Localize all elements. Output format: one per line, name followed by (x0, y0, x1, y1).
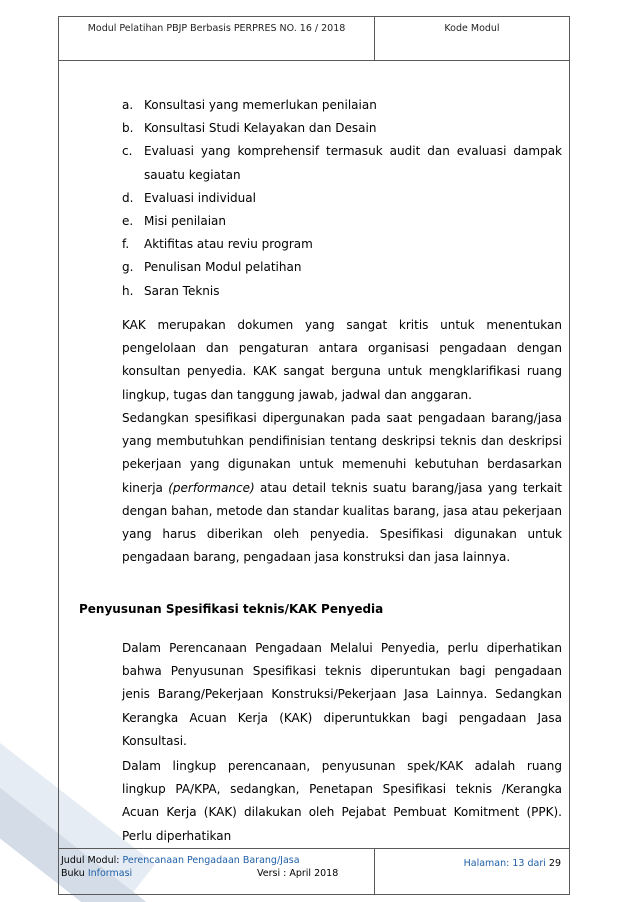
paragraph-perencanaan: Dalam Perencanaan Pengadaan Melalui Penyedia, perlu diperhatikan bahwa Penyusunan Spesifikasi teknis diperuntukan bagi pengadaan jenis Barang/Pekerjaan Konstruksi/Pekerjaan Jasa Lainnya. Sedangkan Kerangka Acuan Kerja (KAK) diperuntukkan bagi pengadaan Jasa Konsultasi. (122, 641, 562, 748)
consultation-list (122, 94, 562, 303)
list-item (122, 94, 562, 117)
paragraph-spesifikasi (122, 407, 562, 569)
list-text: Aktifitas atau reviu program (144, 237, 313, 252)
buku-value: Informasi (87, 868, 133, 879)
list-text: Konsultasi Studi Kelayakan dan Desain (144, 121, 377, 136)
list-marker: c. (122, 144, 133, 159)
footer-buku-row (61, 867, 374, 880)
footer-page-info (375, 849, 569, 895)
list-text: Evaluasi yang komprehensif termasuk audit dan evaluasi dampak sauatu kegiatan (144, 144, 562, 182)
section-heading: Penyusunan Spesifikasi teknis/KAK Penyedia (79, 602, 384, 616)
list-text: Evaluasi individual (144, 190, 256, 205)
list-text: Saran Teknis (144, 283, 220, 298)
list-marker: f. (122, 237, 130, 252)
list-marker: e. (122, 214, 134, 229)
list-item (122, 233, 562, 256)
version-text: Versi : April 2018 (257, 868, 339, 879)
list-item (122, 280, 562, 303)
page-header (59, 17, 569, 61)
page-number-label: Halaman: 13 dari (463, 858, 546, 869)
module-title: Modul Pelatihan PBJP Berbasis PERPRES NO. 16 / 2018 (59, 17, 375, 60)
judul-label: Judul Modul: (61, 855, 120, 866)
list-item (122, 210, 562, 233)
list-text: Konsultasi yang memerlukan penilaian (144, 98, 377, 112)
page-body (59, 61, 569, 848)
list-item (122, 140, 562, 186)
buku-label: Buku (61, 868, 85, 879)
paragraph-kak: KAK merupakan dokumen yang sangat kritis untuk menentukan pengelolaan dan pengaturan antara organisasi pengadaan dengan konsultan penyedia. KAK sangat berguna untuk mengklarifikasi ruang lingkup, tugas dan tanggung jawab, jadwal dan anggaran. (122, 318, 562, 402)
list-marker: d. (122, 190, 134, 205)
judul-value: Perencanaan Pengadaan Barang/Jasa (122, 855, 300, 866)
list-item (122, 117, 562, 140)
list-marker: g. (122, 260, 134, 275)
module-code-label: Kode Modul (444, 23, 500, 34)
footer-module-info (59, 849, 375, 895)
list-item (122, 256, 562, 279)
list-marker: a. (122, 98, 134, 112)
italic-term: (performance) (168, 480, 255, 495)
paragraph-text: Sedangkan spesifikasi dipergunakan pada saat pengadaan barang/jasa yang membutuhkan pendifinisian tentang deskripsi teknis dan deskripsi pekerjaan yang digunakan untuk memenuhi kebutuhan berdasarkan kinerja (122, 411, 562, 495)
page-footer (59, 848, 569, 894)
list-marker: h. (122, 283, 134, 298)
page-frame (58, 16, 570, 895)
list-text: Penulisan Modul pelatihan (144, 260, 302, 275)
paragraph-text: atau detail teknis suatu barang/jasa yang terkait dengan bahan, metode dan standar kualitas barang, jasa atau pekerjaan yang harus diberikan oleh penyedia. Spesifikasi digunakan untuk pengadaan barang, pengadaan jasa konstruksi dan jasa lainnya. (122, 480, 562, 565)
paragraph-lingkup: Dalam lingkup perencanaan, penyusunan spek/KAK adalah ruang lingkup PA/KPA, sedangkan, Penetapan Spesifikasi teknis /Kerangka Acuan Kerja (KAK) dilakukan oleh Pejabat Pembuat Komitment (PPK). Perlu diperhatikan (122, 759, 562, 843)
list-text: Misi penilaian (144, 214, 227, 229)
total-pages: 29 (548, 858, 561, 869)
footer-judul-row (61, 854, 374, 867)
list-item (122, 187, 562, 210)
list-marker: b. (122, 121, 134, 136)
